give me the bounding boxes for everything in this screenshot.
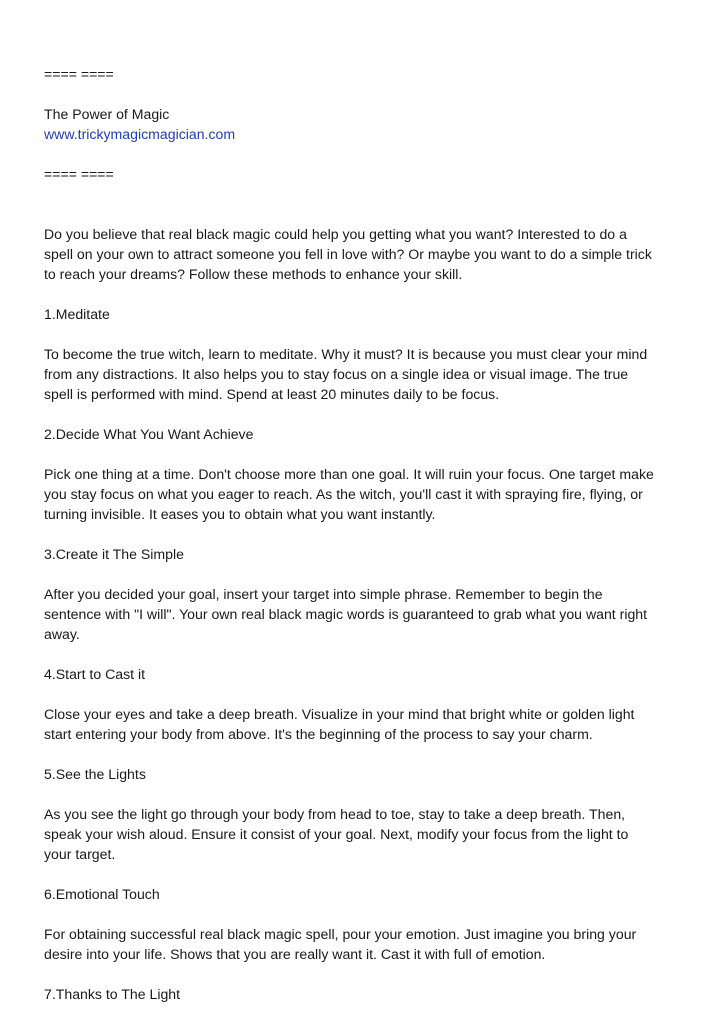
text-line: start entering your body from above. It's the beginning of the process to say your charm. (44, 726, 593, 742)
section-heading: 6.Emotional Touch (44, 886, 160, 902)
text-line: to reach your dreams? Follow these methods to enhance your skill. (44, 266, 463, 282)
text-line: you stay focus on what you eager to reach. As the witch, you'll cast it with spraying fire, flying, or (44, 486, 643, 502)
text-line: speak your wish aloud. Ensure it consist of your goal. Next, modify your focus from the light to (44, 826, 629, 842)
text-line: Do you believe that real black magic could help you getting what you want? Interested to do a (44, 226, 627, 242)
separator-top: ==== ==== (44, 66, 114, 82)
text-line: spell is performed with mind. Spend at least 20 minutes daily to be focus. (44, 386, 500, 402)
text-line: spell on your own to attract someone you fell in love with? Or maybe you want to do a simple trick (44, 246, 652, 262)
source-link[interactable]: www.trickymagicmagician.com (44, 126, 236, 142)
text-line: away. (44, 626, 80, 642)
text-line: Close your eyes and take a deep breath. Visualize in your mind that bright white or golden light (44, 706, 635, 722)
text-line: Pick one thing at a time. Don't choose more than one goal. It will ruin your focus. One target make (44, 466, 654, 482)
document-title: The Power of Magic (44, 106, 170, 122)
section-paragraph (44, 584, 692, 644)
text-line: desire into your life. Shows that you are really want it. Cast it with full of emotion. (44, 946, 546, 962)
section-paragraph (44, 704, 692, 744)
text-line: sentence with "I will". Your own real black magic words is guaranteed to grab what you want right (44, 606, 648, 622)
section-paragraph (44, 464, 692, 524)
section-heading: 2.Decide What You Want Achieve (44, 426, 254, 442)
section-heading: 3.Create it The Simple (44, 546, 184, 562)
section-heading: 4.Start to Cast it (44, 666, 146, 682)
text-line: For obtaining successful real black magic spell, pour your emotion. Just imagine you bring your (44, 926, 637, 942)
intro-paragraph (44, 224, 692, 284)
section-heading: 7.Thanks to The Light (44, 986, 181, 1002)
text-line: your target. (44, 846, 116, 862)
document-page (44, 64, 692, 1004)
text-line: After you decided your goal, insert your target into simple phrase. Remember to begin the (44, 586, 603, 602)
text-line: turning invisible. It eases you to obtain what you want instantly. (44, 506, 436, 522)
text-line: To become the true witch, learn to meditate. Why it must? It is because you must clear your mind (44, 346, 648, 362)
section-heading: 5.See the Lights (44, 766, 146, 782)
text-line: from any distractions. It also helps you to stay focus on a single idea or visual image. The true (44, 366, 629, 382)
text-line: As you see the light go through your body from head to toe, stay to take a deep breath. Then, (44, 806, 626, 822)
section-heading: 1.Meditate (44, 306, 110, 322)
section-paragraph (44, 344, 692, 404)
section-paragraph (44, 804, 692, 864)
section-paragraph (44, 924, 692, 964)
separator-bottom: ==== ==== (44, 166, 114, 182)
